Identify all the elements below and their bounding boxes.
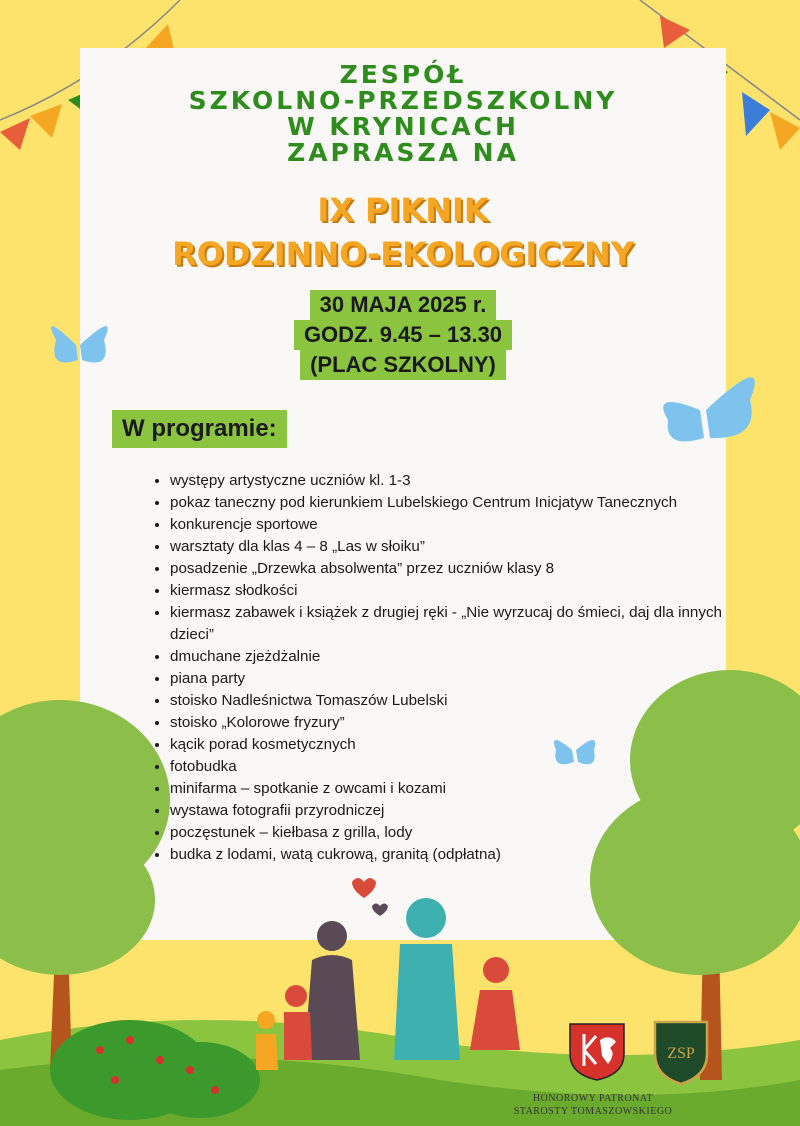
program-item: • warsztaty dla klas 4 – 8 „Las w słoiku”	[170, 536, 740, 558]
event-details	[80, 290, 726, 380]
event-place: (PLAC SZKOLNY)	[300, 350, 506, 380]
program-item: • kącik porad kosmetycznych	[170, 734, 740, 756]
header-line: SZKOLNO-PRZEDSZKOLNY	[188, 86, 618, 115]
county-coat-of-arms-icon	[566, 1020, 628, 1082]
header-line: ZESPÓŁ	[339, 60, 467, 89]
program-heading: W programie:	[112, 410, 287, 448]
event-title	[80, 188, 726, 276]
program-item: • posadzenie „Drzewka absolwenta” przez uczniów klasy 8	[170, 558, 740, 580]
event-time: GODZ. 9.45 – 13.30	[294, 320, 512, 350]
program-item: • minifarma – spotkanie z owcami i kozami	[170, 778, 740, 800]
event-title-line1: IX PIKNIK	[317, 191, 489, 229]
patron-line1: HONOROWY PATRONAT	[532, 1093, 654, 1104]
header-line: W KRYNICACH	[287, 112, 519, 141]
program-item: • stoisko „Kolorowe fryzury”	[170, 712, 740, 734]
program-item: • kiermasz zabawek i książek z drugiej ręki - „Nie wyrzucaj do śmieci, daj dla innych dzieci”	[170, 602, 740, 646]
program-item: • fotobudka	[170, 756, 740, 778]
event-date: 30 MAJA 2025 r.	[310, 290, 497, 320]
honorary-patronage	[500, 1092, 686, 1118]
program-item: • stoisko Nadleśnictwa Tomaszów Lubelski	[170, 690, 740, 712]
program-item: • kiermasz słodkości	[170, 580, 740, 602]
program-item: • pokaz taneczny pod kierunkiem Lubelskiego Centrum Inicjatyw Tanecznych	[170, 492, 740, 514]
program-item: • poczęstunek – kiełbasa z grilla, lody	[170, 822, 740, 844]
program-item: • konkurencje sportowe	[170, 514, 740, 536]
program-item: • występy artystyczne uczniów kl. 1-3	[170, 470, 740, 492]
patron-line2: STAROSTY TOMASZOWSKIEGO	[513, 1106, 673, 1117]
program-item: • dmuchane zjeżdżalnie	[170, 646, 740, 668]
program-list	[150, 470, 740, 866]
program-item: • wystawa fotografii przyrodniczej	[170, 800, 740, 822]
program-item: • piana party	[170, 668, 740, 690]
header-line: ZAPRASZA NA	[287, 138, 519, 167]
organizer-header	[80, 62, 726, 166]
school-emblem-icon	[651, 1018, 711, 1086]
event-title-line2: RODZINNO-EKOLOGICZNY	[172, 235, 634, 273]
school-emblem-text: ZSP	[667, 1045, 695, 1062]
tree-left	[0, 700, 170, 1070]
program-item: • budka z lodami, watą cukrową, granitą (odpłatna)	[170, 844, 740, 866]
